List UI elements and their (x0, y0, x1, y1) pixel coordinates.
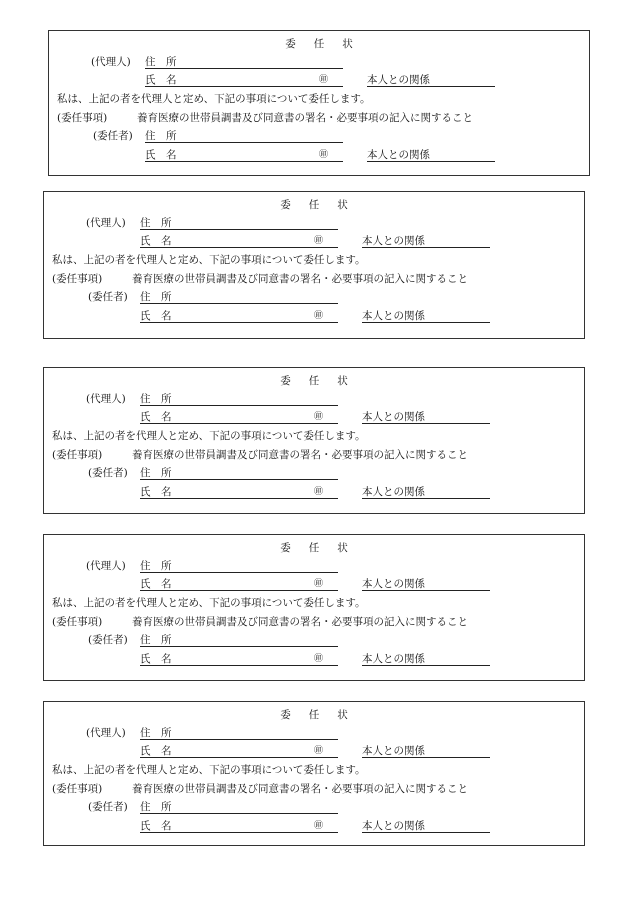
delegation-form (43, 534, 585, 681)
agent-label: (代理人) (86, 217, 126, 229)
delegator-name-label: 氏 名 (140, 310, 338, 323)
agent-label: (代理人) (91, 56, 131, 68)
form-title: 委 任 状 (280, 199, 348, 211)
matter-text: 養育医療の世帯員調書及び同意書の署名・必要事項の記入に関すること (132, 273, 468, 285)
agent-relation-label: 本人との関係 (362, 745, 490, 758)
agent-label: (代理人) (86, 727, 126, 739)
matter-label: (委任事項) (57, 112, 108, 124)
matter-label: (委任事項) (52, 273, 103, 285)
agent-seal-mark: ㊞ (314, 579, 324, 589)
statement-text: 私は、上記の者を代理人と定め、下記の事項について委任します。 (52, 430, 366, 442)
matter-label: (委任事項) (52, 783, 103, 795)
agent-label: (代理人) (86, 560, 126, 572)
matter-text: 養育医療の世帯員調書及び同意書の署名・必要事項の記入に関すること (132, 449, 468, 461)
agent-name-label: 氏 名 (140, 411, 338, 424)
delegator-address-label: 住 所 (145, 130, 343, 143)
delegator-address-label: 住 所 (140, 291, 338, 304)
delegator-seal-mark: ㊞ (314, 654, 324, 664)
delegator-name-label: 氏 名 (140, 653, 338, 666)
agent-name-label: 氏 名 (145, 74, 343, 87)
matter-text: 養育医療の世帯員調書及び同意書の署名・必要事項の記入に関すること (132, 783, 468, 795)
delegator-address-label: 住 所 (140, 801, 338, 814)
delegator-address-label: 住 所 (140, 634, 338, 647)
delegation-form (43, 701, 585, 846)
form-title: 委 任 状 (280, 709, 348, 721)
agent-seal-mark: ㊞ (314, 412, 324, 422)
delegator-name-label: 氏 名 (140, 486, 338, 499)
agent-relation-label: 本人との関係 (362, 578, 490, 591)
agent-address-label: 住 所 (140, 393, 338, 406)
delegator-seal-mark: ㊞ (314, 311, 324, 321)
agent-seal-mark: ㊞ (314, 746, 324, 756)
matter-label: (委任事項) (52, 449, 103, 461)
delegation-form (43, 367, 585, 514)
delegator-relation-label: 本人との関係 (362, 486, 490, 499)
agent-relation-label: 本人との関係 (362, 235, 490, 248)
delegator-name-label: 氏 名 (140, 820, 338, 833)
matter-label: (委任事項) (52, 616, 103, 628)
agent-label: (代理人) (86, 393, 126, 405)
form-title: 委 任 状 (285, 38, 353, 50)
agent-address-label: 住 所 (140, 560, 338, 573)
delegation-form (48, 30, 590, 176)
statement-text: 私は、上記の者を代理人と定め、下記の事項について委任します。 (52, 764, 366, 776)
agent-seal-mark: ㊞ (314, 236, 324, 246)
delegator-label: (委任者) (88, 291, 128, 303)
delegator-relation-label: 本人との関係 (362, 653, 490, 666)
agent-name-label: 氏 名 (140, 578, 338, 591)
delegator-label: (委任者) (88, 634, 128, 646)
agent-address-label: 住 所 (145, 56, 343, 69)
delegator-label: (委任者) (88, 801, 128, 813)
agent-address-label: 住 所 (140, 217, 338, 230)
matter-text: 養育医療の世帯員調書及び同意書の署名・必要事項の記入に関すること (137, 112, 473, 124)
delegator-address-label: 住 所 (140, 467, 338, 480)
delegator-relation-label: 本人との関係 (367, 149, 495, 162)
delegator-relation-label: 本人との関係 (362, 310, 490, 323)
agent-relation-label: 本人との関係 (362, 411, 490, 424)
matter-text: 養育医療の世帯員調書及び同意書の署名・必要事項の記入に関すること (132, 616, 468, 628)
delegator-seal-mark: ㊞ (314, 821, 324, 831)
agent-seal-mark: ㊞ (319, 75, 329, 85)
delegator-label: (委任者) (88, 467, 128, 479)
agent-name-label: 氏 名 (140, 745, 338, 758)
delegator-seal-mark: ㊞ (314, 487, 324, 497)
agent-name-label: 氏 名 (140, 235, 338, 248)
delegator-relation-label: 本人との関係 (362, 820, 490, 833)
agent-relation-label: 本人との関係 (367, 74, 495, 87)
agent-address-label: 住 所 (140, 727, 338, 740)
delegator-name-label: 氏 名 (145, 149, 343, 162)
delegator-seal-mark: ㊞ (319, 150, 329, 160)
statement-text: 私は、上記の者を代理人と定め、下記の事項について委任します。 (52, 597, 366, 609)
statement-text: 私は、上記の者を代理人と定め、下記の事項について委任します。 (57, 93, 371, 105)
form-title: 委 任 状 (280, 542, 348, 554)
form-title: 委 任 状 (280, 375, 348, 387)
statement-text: 私は、上記の者を代理人と定め、下記の事項について委任します。 (52, 254, 366, 266)
delegation-form (43, 191, 585, 339)
delegator-label: (委任者) (93, 130, 133, 142)
